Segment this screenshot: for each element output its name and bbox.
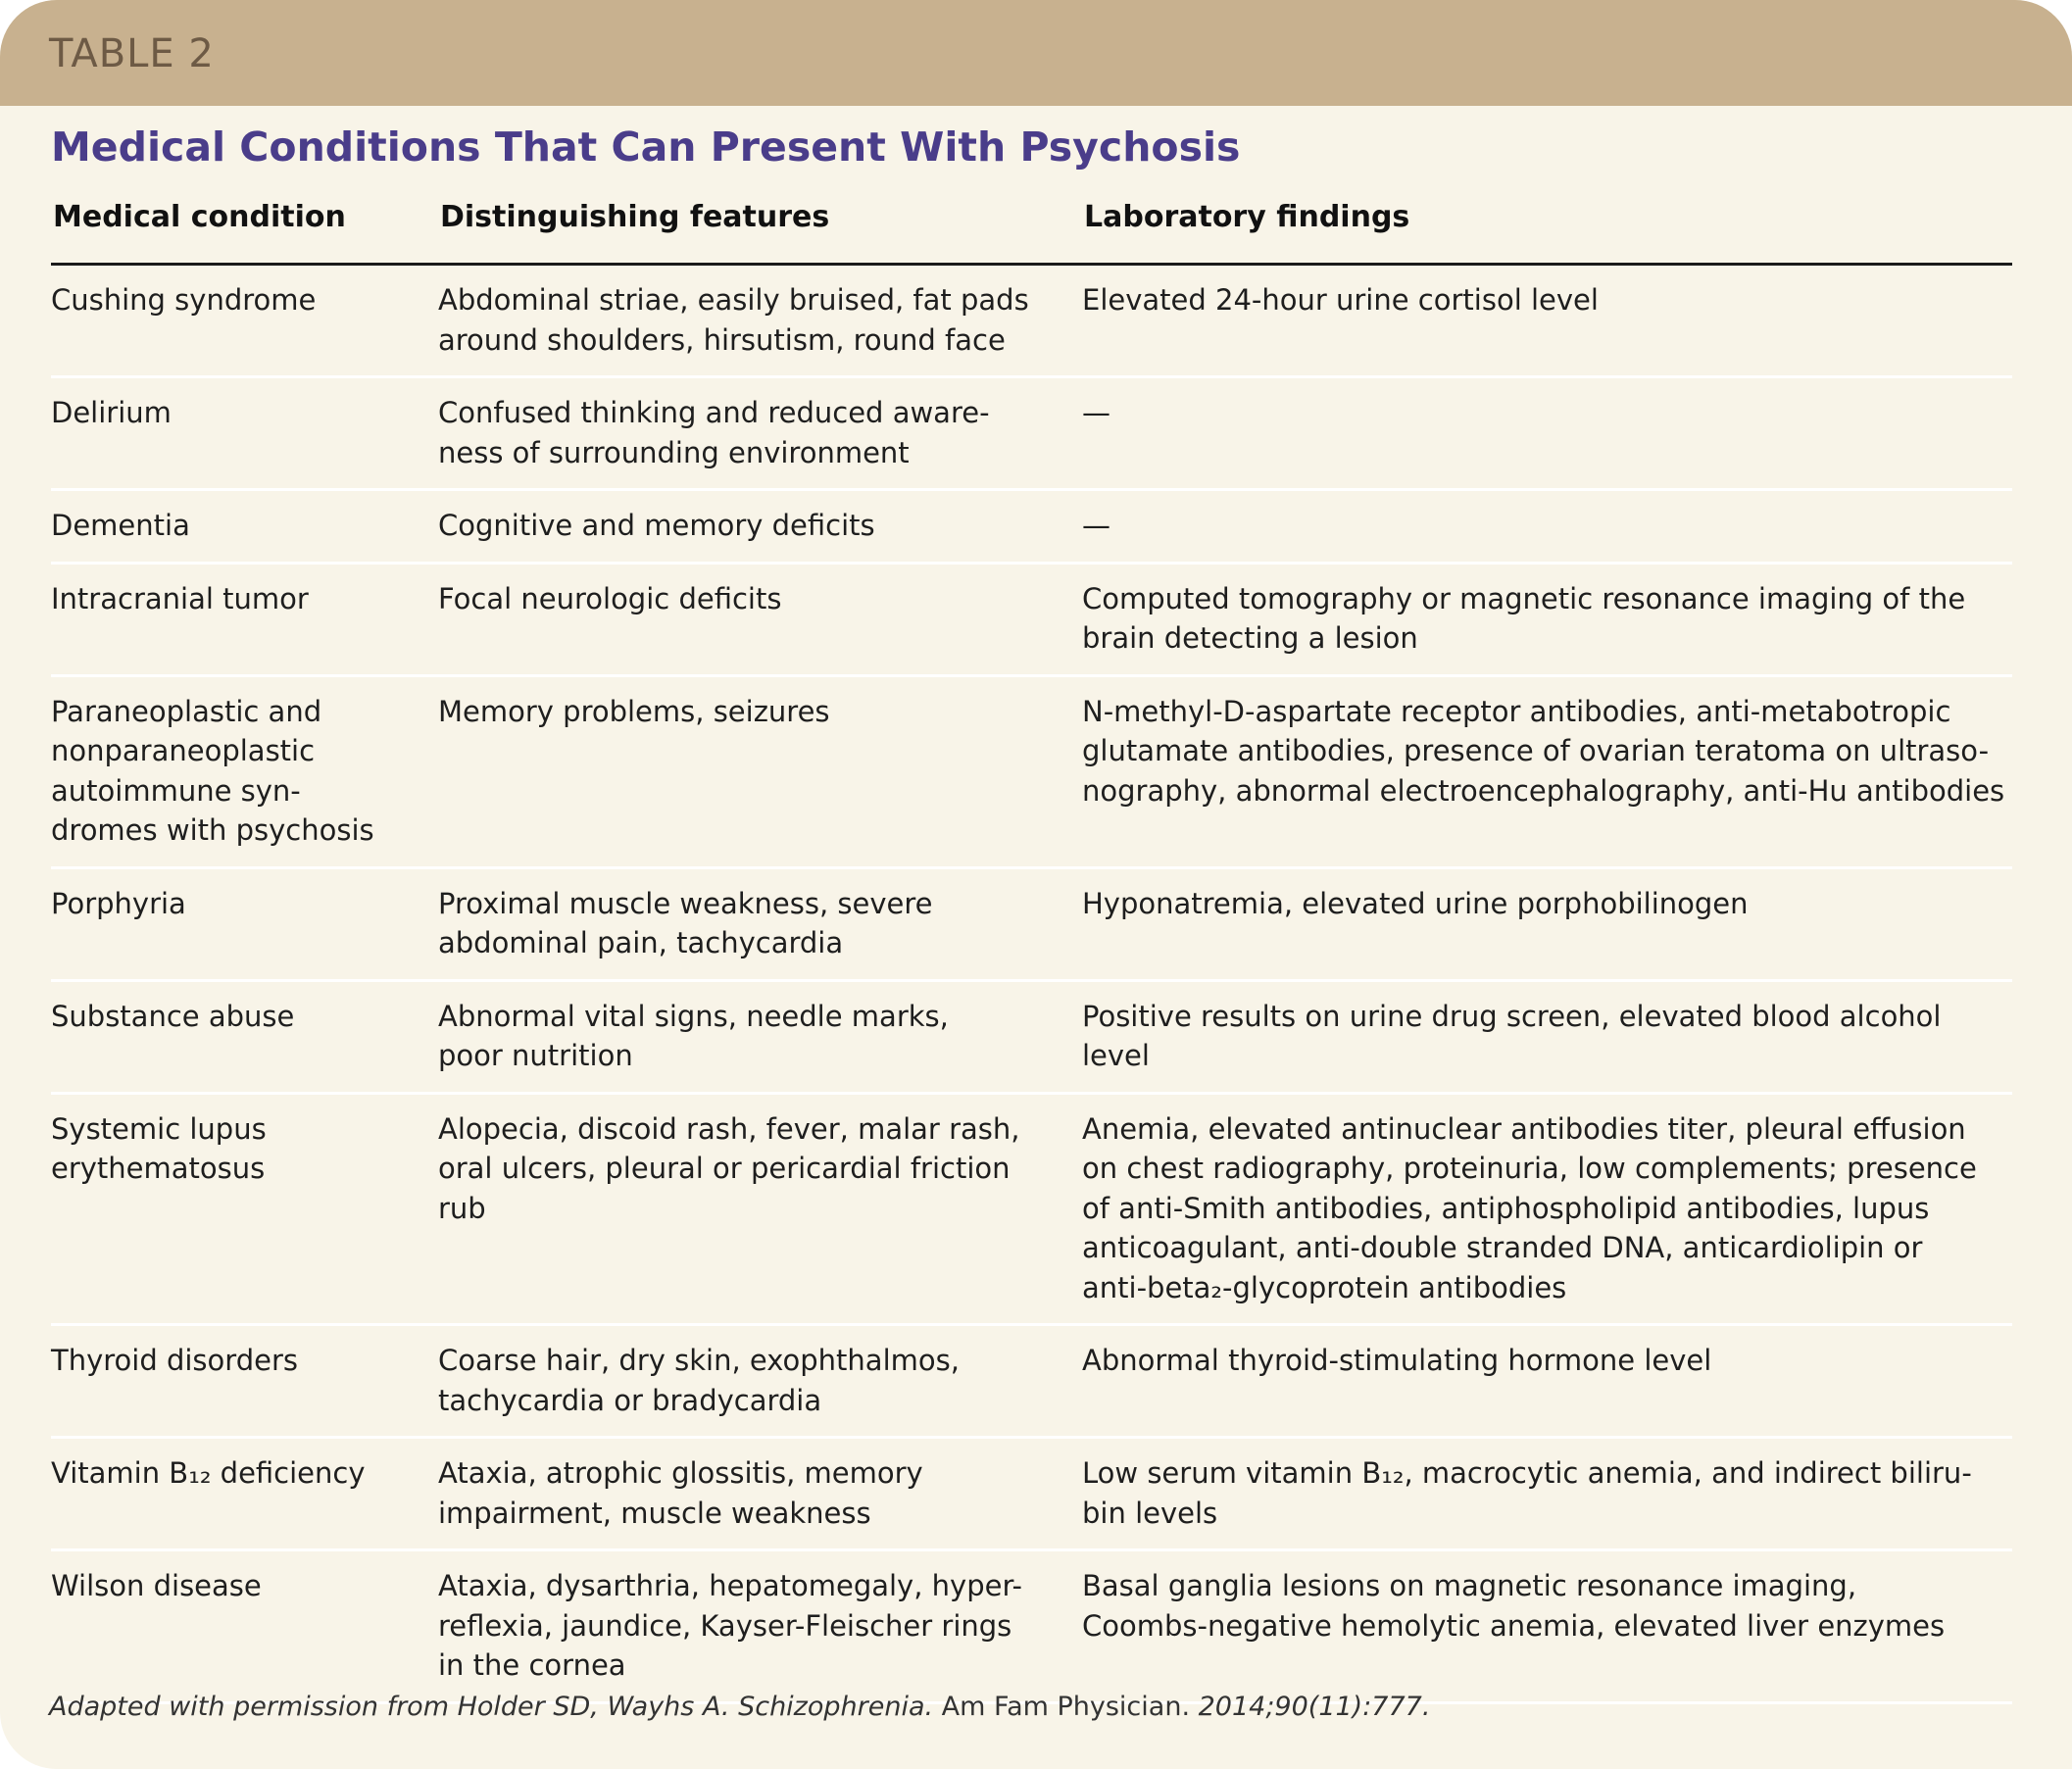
cell-line: autoimmune syn- [51, 773, 301, 808]
cell-line: Intracranial tumor [51, 581, 309, 615]
cell-features [438, 675, 1082, 867]
cell-features [438, 265, 1082, 377]
cell-line: tachycardia or bradycardia [438, 1383, 822, 1417]
cell-line: Cushing syndrome [51, 283, 317, 317]
table-label: TABLE 2 [49, 31, 215, 76]
cell-condition [51, 980, 438, 1093]
cell-labs [1082, 1438, 2012, 1550]
cell-line: Elevated 24-hour urine cortisol level [1082, 283, 1599, 317]
cell-line: Abdominal striae, easily bruised, fat pads [438, 283, 1029, 317]
cell-condition [51, 1438, 438, 1550]
cell-line: nography, abnormal electroencephalography, anti-Hu antibodies [1082, 773, 2005, 808]
cell-line: Delirium [51, 396, 172, 429]
cell-line: erythematosus [51, 1152, 266, 1185]
cell-features [438, 490, 1082, 564]
cell-features [438, 1550, 1082, 1703]
table-row [51, 1438, 2012, 1550]
cell-line: Substance abuse [51, 999, 295, 1033]
cell-condition [51, 1550, 438, 1703]
column-header-labs: Laboratory findings [1082, 192, 2012, 265]
cell-condition [51, 1093, 438, 1325]
cell-features [438, 377, 1082, 490]
cell-line: Porphyria [51, 886, 186, 920]
cell-line: Abnormal vital signs, needle marks, [438, 999, 949, 1033]
cell-line: N-methyl-D-aspartate receptor antibodies, anti-metabotropic [1082, 694, 1951, 728]
table-row [51, 1093, 2012, 1325]
column-header-features: Distinguishing features [438, 192, 1082, 265]
table-row [51, 563, 2012, 675]
cell-line: anticoagulant, anti-double stranded DNA, anticardiolipin or [1082, 1231, 1923, 1264]
cell-line: Abnormal thyroid-stimulating hormone level [1082, 1344, 1712, 1377]
cell-line: impairment, muscle weakness [438, 1496, 871, 1530]
cell-labs [1082, 867, 2012, 980]
cell-line: Positive results on urine drug screen, elevated blood alcohol [1082, 999, 1942, 1033]
footnote-volume: 2014;90(11):777. [1190, 1692, 1431, 1722]
cell-line: Coombs-negative hemolytic anemia, elevated liver enzymes [1082, 1608, 1946, 1643]
cell-line: rub [438, 1191, 486, 1225]
cell-line: Vitamin B₁₂ deficiency [51, 1456, 366, 1490]
cell-features [438, 980, 1082, 1093]
footnote [49, 1692, 1430, 1722]
cell-line: abdominal pain, tachycardia [438, 926, 844, 959]
cell-line: Memory problems, seizures [438, 694, 830, 728]
cell-labs [1082, 1550, 2012, 1703]
cell-line: — [1082, 509, 1110, 542]
cell-condition [51, 490, 438, 564]
table-row [51, 867, 2012, 980]
table-row [51, 980, 2012, 1093]
cell-features [438, 1093, 1082, 1325]
cell-condition [51, 563, 438, 675]
cell-labs [1082, 1093, 2012, 1325]
cell-condition [51, 1325, 438, 1438]
cell-line: Alopecia, discoid rash, fever, malar rash, [438, 1111, 1020, 1146]
table-header-row [51, 192, 2012, 265]
cell-line: on chest radiography, proteinuria, low complements; presence [1082, 1152, 1977, 1185]
cell-line: Computed tomography or magnetic resonance imaging of the [1082, 581, 1966, 615]
cell-line: Cognitive and memory deficits [438, 509, 875, 542]
cell-line: bin levels [1082, 1496, 1218, 1530]
cell-line: Dementia [51, 509, 190, 542]
cell-labs [1082, 675, 2012, 867]
cell-line: Wilson disease [51, 1569, 262, 1602]
cell-line: glutamate antibodies, presence of ovarian teratoma on ultraso- [1082, 734, 1990, 767]
cell-condition [51, 265, 438, 377]
cell-line: dromes with psychosis [51, 813, 374, 847]
cell-features [438, 1438, 1082, 1550]
cell-line: Thyroid disorders [51, 1344, 298, 1377]
cell-line: Hyponatremia, elevated urine porphobilinogen [1082, 886, 1749, 920]
cell-condition [51, 675, 438, 867]
cell-line: level [1082, 1039, 1150, 1072]
cell-labs [1082, 1325, 2012, 1438]
cell-line: Ataxia, dysarthria, hepatomegaly, hyper- [438, 1569, 1022, 1602]
table-row [51, 265, 2012, 377]
cell-features [438, 563, 1082, 675]
cell-line: oral ulcers, pleural or pericardial friction [438, 1152, 1011, 1185]
cell-line: Basal ganglia lesions on magnetic resonance imaging, [1082, 1569, 1857, 1602]
cell-line: anti-beta₂-glycoprotein antibodies [1082, 1270, 1567, 1304]
cell-line: Focal neurologic deficits [438, 581, 782, 615]
cell-features [438, 1325, 1082, 1438]
cell-labs [1082, 980, 2012, 1093]
cell-line: Confused thinking and reduced aware- [438, 396, 990, 429]
table-row [51, 1325, 2012, 1438]
footnote-journal: Am Fam Physician. [933, 1692, 1191, 1722]
table-row [51, 377, 2012, 490]
cell-line: Paraneoplastic and [51, 694, 322, 728]
cell-line: Ataxia, atrophic glossitis, memory [438, 1456, 923, 1490]
cell-line: — [1082, 396, 1110, 429]
cell-labs [1082, 490, 2012, 564]
conditions-table [51, 192, 2012, 1704]
cell-line: Systemic lupus [51, 1111, 267, 1146]
cell-labs [1082, 265, 2012, 377]
cell-line: around shoulders, hirsutism, round face [438, 322, 1006, 357]
cell-line: nonparaneoplastic [51, 734, 316, 767]
cell-labs [1082, 563, 2012, 675]
cell-condition [51, 867, 438, 980]
cell-line: in the cornea [438, 1648, 626, 1682]
cell-labs [1082, 377, 2012, 490]
cell-line: ness of surrounding environment [438, 435, 910, 469]
footnote-citation: Adapted with permission from Holder SD, Wayhs A. Schizophrenia. [49, 1692, 934, 1722]
table-row [51, 1550, 2012, 1703]
cell-line: Anemia, elevated antinuclear antibodies titer, pleural effusion [1082, 1111, 1966, 1146]
cell-line: brain detecting a lesion [1082, 621, 1418, 655]
cell-line: poor nutrition [438, 1039, 633, 1072]
cell-condition [51, 377, 438, 490]
cell-line: Coarse hair, dry skin, exophthalmos, [438, 1344, 960, 1377]
cell-line: reflexia, jaundice, Kayser-Fleischer rings [438, 1608, 1012, 1643]
cell-line: Low serum vitamin B₁₂, macrocytic anemia, and indirect biliru- [1082, 1456, 1972, 1490]
column-header-condition: Medical condition [51, 192, 438, 265]
table-row [51, 490, 2012, 564]
table-body [51, 265, 2012, 1703]
table-title: Medical Conditions That Can Present With Psychosis [51, 123, 1241, 171]
table-row [51, 675, 2012, 867]
cell-line: of anti-Smith antibodies, antiphospholipid antibodies, lupus [1082, 1191, 1930, 1225]
header-band [0, 0, 2072, 106]
cell-features [438, 867, 1082, 980]
cell-line: Proximal muscle weakness, severe [438, 886, 933, 920]
